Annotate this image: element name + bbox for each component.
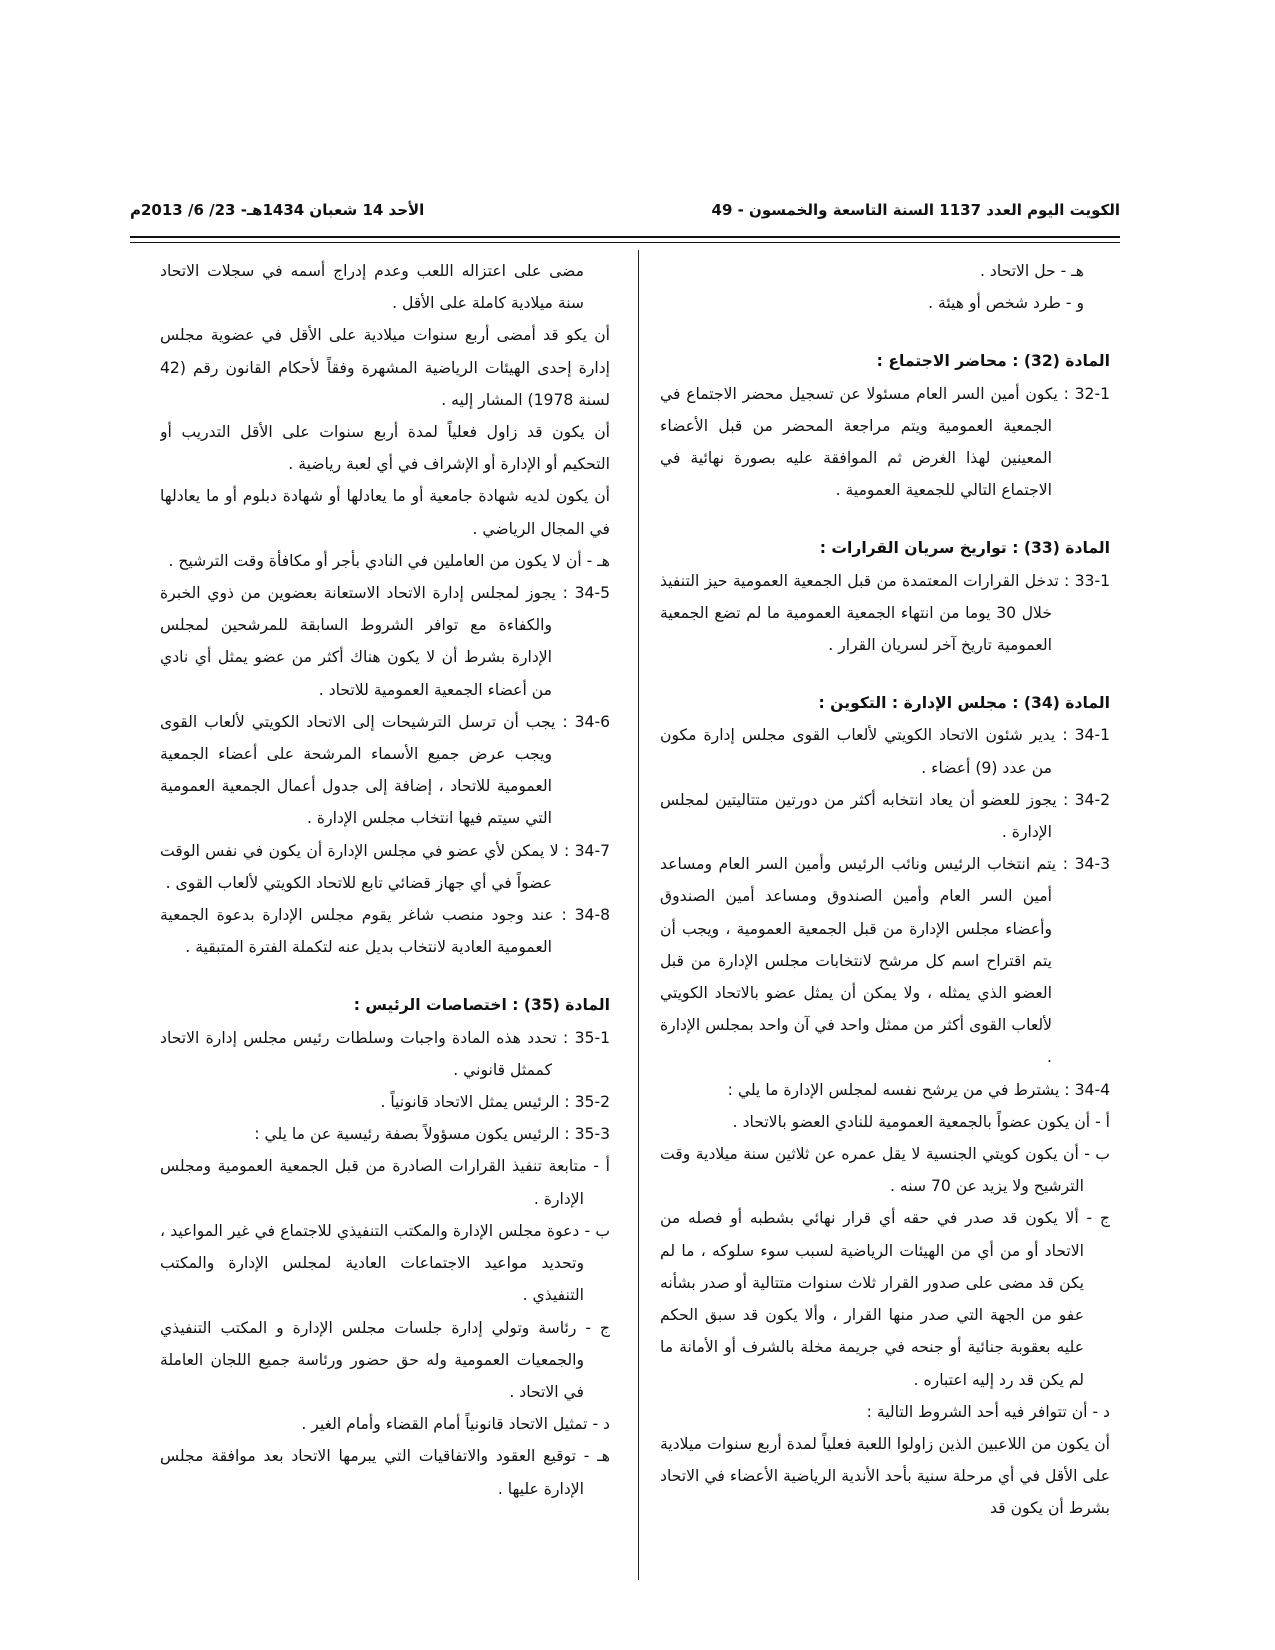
clause-dissolve: هـ - حل الاتحاد . <box>980 262 1084 280</box>
header-rule-thick <box>130 236 1120 238</box>
condition-d-option-3: أن يكون قد زاول فعلياً لمدة أربع سنوات على الأقل التدريب أو التحكيم أو الإدارة أو الإشراف في أي لعبة رياضية . <box>160 423 610 474</box>
clause-expel: و - طرد شخص أو هيئة . <box>928 294 1084 313</box>
condition-d: د - أن تتوافر فيه أحد الشروط التالية : <box>866 1402 1110 1421</box>
article-34-2: 34-2 : يجوز للعضو أن يعاد انتخابه أكثر من دورتين متتاليتين لمجلس الإدارة . <box>660 790 1110 842</box>
condition-d-option-2: أن يكو قد أمضى أربع سنوات ميلادية على الأقل في عضوية مجلس إدارة إحدى الهيئات الرياضية المشهرة وفقاً لأحكام القانون رقم (42 لسنة 1978) المشار إليه . <box>160 326 610 409</box>
condition-e: هـ - أن لا يكون من العاملين في النادي بأجر أو مكافأة وقت الترشيح . <box>168 551 610 570</box>
duty-a: أ - متابعة تنفيذ القرارات الصادرة من قبل الجمعية العمومية ومجلس الإدارة . <box>160 1157 610 1208</box>
article-34-4: 34-4 : يشترط في من يرشح نفسه لمجلس الإدارة ما يلي : <box>727 1080 1110 1099</box>
article-34-7: 34-7 : لا يمكن لأي عضو في مجلس الإدارة أن يكون في نفس الوقت عضواً في أي جهاز قضائي تابع للاتحاد الكويتي لألعاب القوى . <box>160 841 610 892</box>
article-32-heading: المادة (32) : محاضر الاجتماع : <box>876 352 1110 371</box>
condition-b: ب - أن يكون كويتي الجنسية لا يقل عمره عن ثلاثين سنة ميلادية وقت الترشيح ولا يزيد عن 70 سنه . <box>660 1145 1110 1196</box>
header-issue: الكويت اليوم العدد 1137 السنة التاسعة والخمسون - 49 <box>711 201 1120 219</box>
column-divider <box>638 250 639 1580</box>
condition-c: ج - ألا يكون قد صدر في حقه أي قرار نهائي بشطبه أو فصله من الاتحاد أو من أي من الهيئات الرياضية لسبب سوء سلوكه ، ما لم يكن قد مضى على صدور القرار ثلاث سنوات متتالية أو صدر بشأنه عفو من الجهة التي صدر منها القرار ، وألا يكون قد سبق الحكم عليه بعقوبة جنائية أو جنحه في جريمة مخلة بالشرف أو الأمانة ما لم يكن قد رد إليه اعتباره . <box>660 1209 1110 1389</box>
right-column <box>660 255 1110 1565</box>
article-34-5: 34-5 : يجوز لمجلس إدارة الاتحاد الاستعانة بعضوين من ذوي الخبرة والكفاءة مع توافر الشروط السابقة للمرشحين لمجلس الإدارة بشرط أن لا يكون هناك أكثر من عضو يمثل أي نادي من أعضاء الجمعية العمومية للاتحاد . <box>160 584 610 699</box>
article-34-3: 34-3 : يتم انتخاب الرئيس ونائب الرئيس وأمين السر العام ومساعد أمين السر العام وأمين الصندوق ومساعد أمين الصندوق وأعضاء مجلس الإدارة من قبل الجمعية العمومية ، ويجب أن يتم اقتراح اسم كل مرشح لانتخابات مجلس الإدارة من قبل العضو الذي يمثله ، ولا يمكن أن يمثل عضو بالاتحاد الكويتي لألعاب القوى أكثر من ممثل واحد في آن واحد بمجلس الإدارة . <box>660 855 1110 1067</box>
article-34-heading: المادة (34) : مجلس الإدارة : التكوين : <box>818 694 1110 713</box>
article-33-heading: المادة (33) : تواريخ سريان القرارات : <box>819 539 1110 558</box>
condition-d-option-1: أن يكون من اللاعبين الذين زاولوا اللعبة فعلياً لمدة أربع سنوات ميلادية على الأقل في أي مرحلة سنية بأحد الأندية الرياضية الأعضاء في الاتحاد بشرط أن يكون قد <box>660 1434 1110 1518</box>
condition-a: أ - أن يكون عضواً بالجمعية العمومية للنادي العضو بالاتحاد . <box>732 1112 1110 1131</box>
article-35-1: 35-1 : تحدد هذه المادة واجبات وسلطات رئيس مجلس إدارة الاتحاد كممثل قانوني . <box>160 1028 610 1079</box>
duty-b: ب - دعوة مجلس الإدارة والمكتب التنفيذي للاجتماع في غير المواعيد ، وتحديد مواعيد الاجتماعات العادية لمجلس الإدارة والمكتب التنفيذي . <box>160 1221 610 1305</box>
condition-d-option-1-cont: مضى على اعتزاله اللعب وعدم إدراج أسمه في سجلات الاتحاد سنة ميلادية كاملة على الأقل . <box>160 262 584 313</box>
header-rule-thin <box>130 242 1120 243</box>
condition-d-option-4: أن يكون لديه شهادة جامعية أو ما يعادلها أو شهادة دبلوم أو ما يعادلها في المجال الرياضي . <box>160 487 610 538</box>
article-34-6: 34-6 : يجب أن ترسل الترشيحات إلى الاتحاد الكويتي لألعاب القوى ويجب عرض جميع الأسماء المرشحة على أعضاء الجمعية العمومية للاتحاد ، إضافة إلى جدول أعمال الجمعية العمومية التي سيتم فيها انتخاب مجلس الإدارة . <box>160 712 610 828</box>
duty-e: هـ - توقيع العقود والاتفاقيات التي يبرمها الاتحاد بعد موافقة مجلس الإدارة عليها . <box>160 1447 610 1498</box>
duty-c: ج - رئاسة وتولي إدارة جلسات مجلس الإدارة و المكتب التنفيذي والجمعيات العمومية وله حق حضور ورئاسة جميع اللجان العاملة في الاتحاد . <box>160 1318 610 1401</box>
left-column <box>160 255 610 1565</box>
article-35-heading: المادة (35) : اختصاصات الرئيس : <box>353 996 610 1015</box>
article-34-1: 34-1 : يدير شئون الاتحاد الكويتي لألعاب القوى مجلس إدارة مكون من عدد (9) أعضاء . <box>660 726 1110 777</box>
duty-d: د - تمثيل الاتحاد قانونياً أمام القضاء وأمام الغير . <box>301 1415 610 1434</box>
article-32-1: 32-1 : يكون أمين السر العام مسئولا عن تسجيل محضر الاجتماع في الجمعية العمومية ويتم مراجعة المحضر من قبل الأعضاء المعينين لهذا الغرض ثم الموافقة عليه بصورة نهائية في الاجتماع التالي للجمعية العمومية . <box>660 384 1110 500</box>
article-35-3: 35-3 : الرئيس يكون مسؤولاً بصفة رئيسية عن ما يلي : <box>254 1125 610 1144</box>
article-33-1: 33-1 : تدخل القرارات المعتمدة من قبل الجمعية العمومية حيز التنفيذ خلال 30 يوما من انتهاء الجمعية العمومية ما لم تضع الجمعية العمومية تاريخ آخر لسريان القرار . <box>660 571 1110 655</box>
page-header <box>130 196 1120 224</box>
article-34-8: 34-8 : عند وجود منصب شاغر يقوم مجلس الإدارة بدعوة الجمعية العمومية العادية لانتخاب بديل عنه لتكملة الفترة المتبقية . <box>160 906 610 957</box>
article-35-2: 35-2 : الرئيس يمثل الاتحاد قانونياً . <box>380 1093 610 1112</box>
header-date: الأحد 14 شعبان 1434هـ- 23/ 6/ 2013م <box>130 201 425 219</box>
